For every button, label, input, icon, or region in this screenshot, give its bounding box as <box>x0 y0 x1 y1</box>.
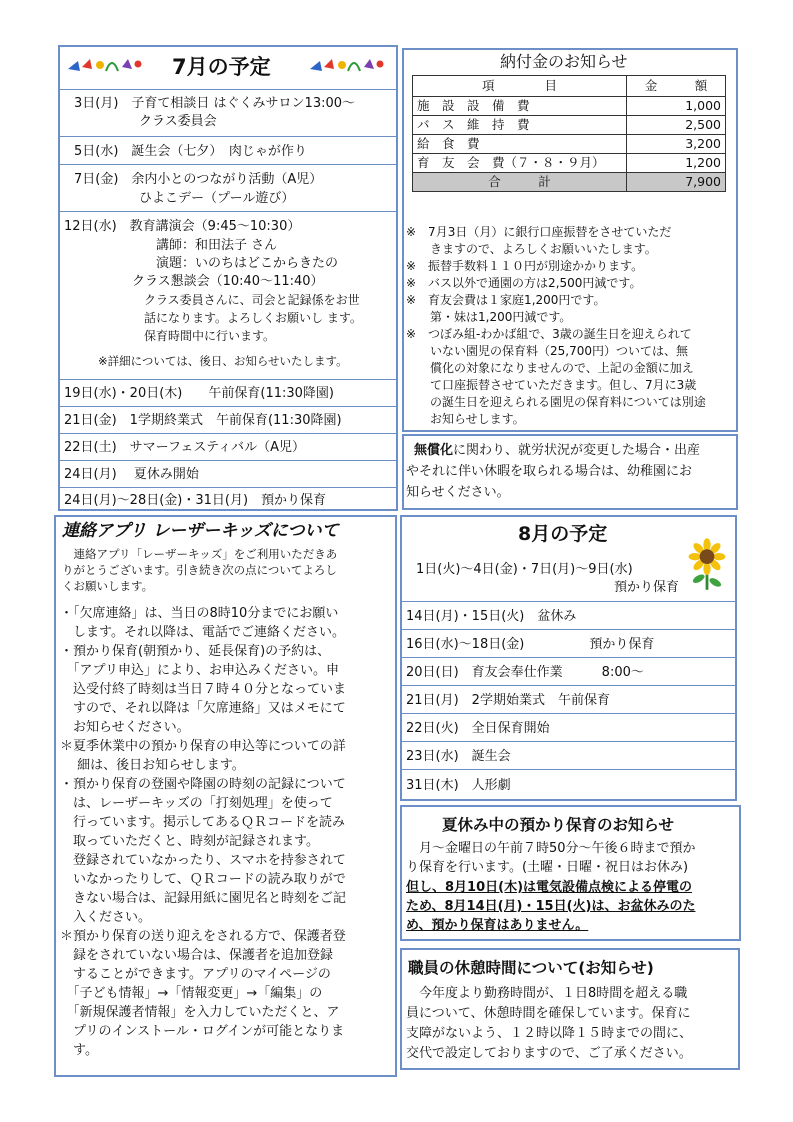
app-notice-box: 連絡アプリ レーザーキッズについて 連絡アプリ「レーザーキッズ」をご利用いただきあ りがとうございます。引き続き次の点についてよろし くお願いします。 ・「欠席連絡」は、当日の8時10分までにお願い します。それ以降は、電話でご連絡ください。 ・預かり保育(朝預かり、延長保育)の予約は、 「アプリ申込」により、お申込みください。申 込受付終了時刻は当日７時４０分となっていま すので、それ以降は「欠席連絡」又はメモにて お知らせください。 ＊夏季休業中の預かり保育の申込等についての詳 細は、後日お知らせします。 ・預かり保育の登園や降園の時刻の記録について は、レーザーキッズの「打刻処理」を使って 行っています。掲示してあるＱＲコードを読み 取っていただくと、時刻が記録されます。 登録されていなかったり、スマホを持参されて いなかったりして、ＱＲコードの読み取りがで きない場合は、記録用紙に園児名と時刻をご記 入ください。 ＊預かり保育の送り迎えをされる方で、保護者登 録をされていない場合は、保護者を追加登録 することができます。アプリのマイページの 「子ども情報」→「情報変更」→「編集」の 「新規保護者情報」を入力していただくと、ア プリのインストール・ログインが可能となりま す。 <box>54 515 397 1077</box>
july-schedule-box <box>58 45 398 511</box>
list-item: 12日(水) 教育講演会（9:45～10:30） 講師：和田法子 さん 演題：いのちはどこからきたの クラス懇談会（10:40～11:40） クラス委員さんに、司会と記録係をお世 話になります。よろしくお願いし ます。 保育時間中に行います。 ※詳細については、後日、お知らせいたします。 <box>60 211 396 379</box>
staff-break-box: 職員の休憩時間について(お知らせ) 今年度より勤務時間が、１日8時間を超える職 員について、休憩時間を確保しています。保育に 支障がないよう、１２時以降１５時までの間に、 交代で設定しておりますので、ご了承ください。 <box>400 948 740 1070</box>
fees-title: 納付金のお知らせ <box>500 52 628 71</box>
table-row: 項 目 金 額 <box>413 76 726 97</box>
flower-border-left-icon <box>66 53 146 75</box>
list-item: 22日(火) 全日保育開始 <box>402 713 735 741</box>
list-item: 3日(月) 子育て相談日 はぐくみサロン13:00～ クラス委員会 <box>60 89 396 136</box>
summer-care-box: 夏休み中の預かり保育のお知らせ 月～金曜日の午前７時50分～午後６時まで預か り保育を行います。(土曜・日曜・祝日はお休み) 但し、8月10日(木)は電気設備点検による停電の ため、8月14日(月)・15日(火)は、お盆休みのた め、預かり保育はありません。 <box>400 805 741 941</box>
list-item: 14日(月)・15日(火) 盆休み <box>402 601 735 629</box>
list-item: 22日(土) サマーフェスティバル（A児） <box>60 433 396 460</box>
table-row: バ ス 維 持 費 2,500 <box>413 116 726 135</box>
list-item: 23日(水) 誕生会 <box>402 741 735 769</box>
staff-break-title: 職員の休憩時間について(お知らせ) <box>408 959 654 977</box>
sunflower-icon <box>684 537 730 591</box>
mushoka-bold: 無償化 <box>414 443 454 458</box>
list-item: 24日(月)～28日(金)・31日(月) 預かり保育 <box>60 487 396 509</box>
list-item: 21日(金) 1学期終業式 午前保育(11:30降園) <box>60 406 396 433</box>
list-item: 20日(日) 育友会奉仕作業 8:00～ <box>402 657 735 685</box>
flower-border-right-icon <box>308 53 388 75</box>
app-title: 連絡アプリ レーザーキッズについて <box>62 521 339 541</box>
list-item: 7日(金) 余内小とのつながり活動（A児） ひよこデー（プール遊び） <box>60 164 396 211</box>
table-row: 育 友 会 費（７・８・９月） 1,200 <box>413 154 726 173</box>
list-item: 24日(月) 夏休み開始 <box>60 460 396 487</box>
table-row-total: 合 計 7,900 <box>413 173 726 192</box>
table-row: 給 食 費 3,200 <box>413 135 726 154</box>
list-item: 21日(月) 2学期始業式 午前保育 <box>402 685 735 713</box>
list-item: 16日(水)～18日(金) 預かり保育 <box>402 629 735 657</box>
august-schedule-box: 8月の予定 1日(火)～4日(金)・7日(月)～9日(水) 預かり保育 14日(月)・15日(火) 盆休み 16日(水)～18日(金) 預かり保育 20日(日) 育友会奉仕作業 8:00～ 21日(月) 2学期始業式 午前保育 22日(火) 全日保育開始 23日(水) 誕生会 31日(木) 人形劇 <box>400 515 737 801</box>
table-row: 施 設 設 備 費 1,000 <box>413 97 726 116</box>
list-item: 19日(水)・20日(木) 午前保育(11:30降園) <box>60 379 396 406</box>
fees-table <box>412 75 726 192</box>
summer-care-title: 夏休み中の預かり保育のお知らせ <box>442 816 675 834</box>
august-title: 8月の予定 <box>518 523 608 545</box>
list-item: 31日(木) 人形劇 <box>402 769 735 799</box>
list-item: 5日(水) 誕生会（七夕） 肉じゃが作り <box>60 136 396 164</box>
fees-box: 納付金のお知らせ 項 目 金 額 施 設 設 備 費 1,000 バ ス 維 持 費 2,500 給 食 費 3,200 育 友 会 費（７・８・９月） 1,200 合 計 7,900 ※ 7月3日（月）に銀行口座振替をさせていただ きますので、よろしくお願いいたします。 ※ 振替手数料１１０円が別途かかります。 ※ バス以外で通園の方は2,500円減です。 ※ 育友会費は１家庭1,200円です。 第・妹は1,200円減です。 ※ つぼみ組-わかば組で、3歳の誕生日を迎えられて いない園児の保育料（25,700円）ついては、無 償化の対象になりませんので、上記の金額に加え て口座振替させていただきます。但し、7月に3歳 の誕生日を迎えられる園児の保育料については別途 お知らせします。 <box>402 48 738 432</box>
july-title: 7月の予定 <box>172 55 271 79</box>
mushoka-box: 無償化に関わり、就労状況が変更した場合・出産 やそれに伴い休暇を取られる場合は、幼稚園にお 知らせください。 <box>402 434 738 510</box>
